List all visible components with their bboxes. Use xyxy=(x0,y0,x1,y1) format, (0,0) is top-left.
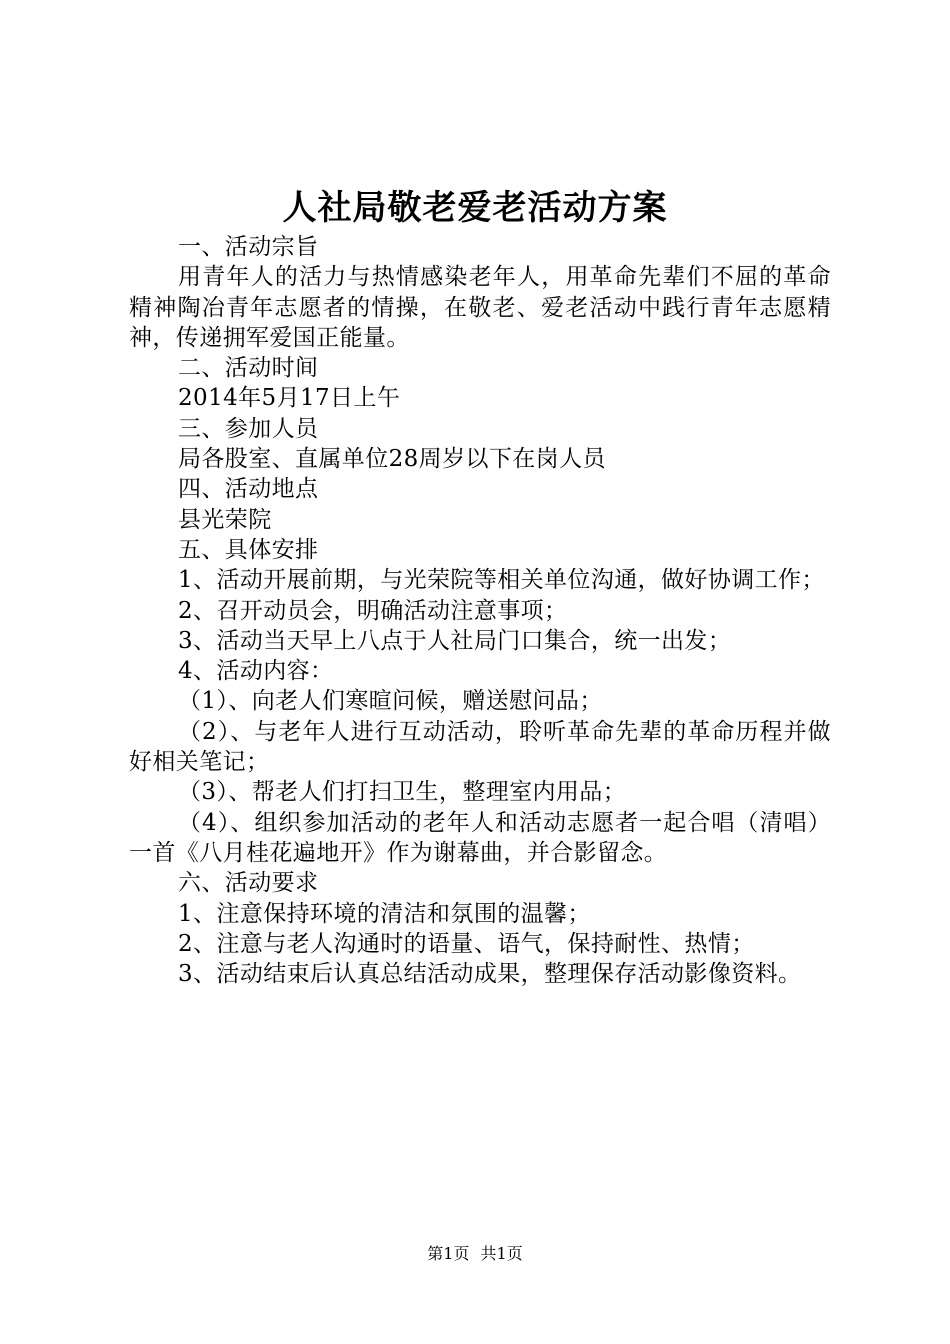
page-number: 第1页 xyxy=(427,1244,470,1263)
requirement-item-2: 2、注意与老人沟通时的语量、语气，保持耐性、热情； xyxy=(178,930,755,957)
section-heading-participants: 三、参加人员 xyxy=(178,415,319,442)
page-total: 共1页 xyxy=(480,1244,523,1263)
arrangement-item-1: 1、活动开展前期，与光荣院等相关单位沟通，做好协调工作； xyxy=(178,567,825,594)
requirement-item-1: 1、注意保持环境的清洁和氛围的温馨； xyxy=(178,900,591,927)
paragraph-purpose: 用青年人的活力与热情感染老年人，用革命先辈们不屈的革命精神陶冶青年志愿者的情操，在敬老、爱老活动中践行青年志愿精神，传递拥军爱国正能量。 xyxy=(129,264,831,351)
section-heading-requirements: 六、活动要求 xyxy=(178,870,319,897)
arrangement-item-3: 3、活动当天早上八点于人社局门口集合，统一出发； xyxy=(178,627,732,654)
arrangement-item-2: 2、召开动员会，明确活动注意事项； xyxy=(178,597,568,624)
activity-content-item-1: （1）、向老人们寒暄问候，赠送慰问品； xyxy=(178,688,603,715)
section-heading-location: 四、活动地点 xyxy=(178,476,319,503)
document-body xyxy=(129,232,831,989)
paragraph-time: 2014年5月17日上午 xyxy=(178,385,401,412)
requirement-item-3: 3、活动结束后认真总结活动成果，整理保存活动影像资料。 xyxy=(178,961,802,988)
page-footer xyxy=(0,1243,950,1265)
section-heading-purpose: 一、活动宗旨 xyxy=(178,234,319,260)
paragraph-location: 县光荣院 xyxy=(178,506,272,533)
section-heading-time: 二、活动时间 xyxy=(178,355,319,382)
paragraph-participants: 局各股室、直属单位28周岁以下在岗人员 xyxy=(178,446,606,473)
arrangement-item-4: 4、活动内容： xyxy=(178,658,334,685)
section-heading-arrangement: 五、具体安排 xyxy=(178,536,319,563)
activity-content-item-4: （4）、组织参加活动的老年人和活动志愿者一起合唱（清唱）一首《八月桂花遍地开》作为谢幕曲，并合影留念。 xyxy=(129,809,831,866)
activity-content-item-3: （3）、帮老人们打扫卫生，整理室内用品； xyxy=(178,779,627,806)
activity-content-item-2: （2）、与老年人进行互动活动，聆听革命先辈的革命历程并做好相关笔记； xyxy=(129,718,831,776)
document-title: 人社局敬老爱老活动方案 xyxy=(282,188,668,228)
